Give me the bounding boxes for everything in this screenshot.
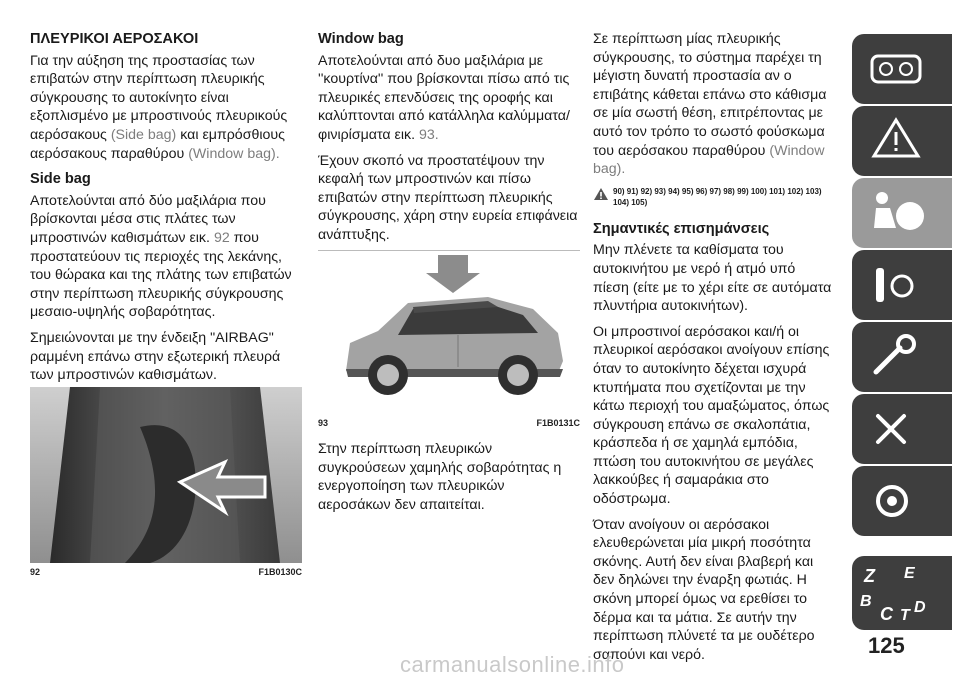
tab-starting[interactable] [852,250,952,320]
window-bag-paragraph-3: Στην περίπτωση πλευρικών συγκρούσεων χαμηλής σοβαρότητας η ενεργοποίηση των πλευρικών αεροσάκων δεν απαιτείται. [318,441,562,513]
tab-lights[interactable] [852,106,952,176]
figure-code: F1B0130C [258,567,302,577]
subheading-side-bag: Side bag [30,171,91,188]
subheading-window-bag: Window bag [318,31,404,47]
car-illustration [318,251,580,411]
seat-illustration [30,387,302,563]
watermark: carmanualsonline.info [400,652,625,677]
dashboard-icon [852,34,952,104]
note-paragraph-3: Όταν ανοίγουν οι αερόσακοι ελευθερώνεται μία μικρή ποσότητα σκόνης. Αυτή δεν είναι βλαβερή και δεν δηλώνει την έναρξη φωτιάς. Η σκόνη μπορεί όμως να ερεθίσει το δέρμα και τα μάτια. Σε αυτήν την περίπτωση πλύνετέ τα με ουδέτερο σαπούνι και νερό. [593,516,815,663]
figure-number: 93 [318,418,329,428]
note-paragraph-2: Οι μπροστινοί αερόσακοι και/ή οι πλευρικοί αερόσακοι ανοίγουν επίσης όταν το αυτοκίνητο δέχεται ισχυρά κτυπήματα που σχετίζονται με την κάτω περιοχή του αμαξώματος, όπως σύγκρουση επάνω σε σκαλοπάτια, κράσπεδα ή σε χαμηλά εμπόδια, πτώση του αυτοκινήτου σε μεγάλες λακκούβες ή σαμαράκια στο οδόστρωμα. [593,323,830,508]
note-paragraph-1: Μην πλένετε τα καθίσματα του αυτοκινήτου με νερό ή ατμό υπό πίεση (είτε με το χέρι είτε σε αυτόματα πλυντήρια αυτοκινήτων). [593,242,832,315]
svg-text:T: T [900,607,910,624]
figure-92-caption [30,567,302,577]
fig-ref-93: 93. [418,126,439,143]
wrench-icon [852,322,952,392]
figure-92-seat-side-bag [30,387,302,563]
column-2-lower [318,440,580,521]
column-2 [318,30,580,252]
window-bag-paragraph-2: Έχουν σκοπό να προστατέψουν την κεφαλή των μπροστινών και πίσω επιβατών στην περίπτωση πλευρικής σύγκρουσης, χάρη στην ευρεία επιφάνεια ανάπτυξης. [318,152,578,243]
subheading-important-notes: Σημαντικές επισημάνσεις [593,220,770,237]
alphabet-index-icon [852,556,952,630]
figure-number: 92 [30,567,41,577]
tools-icon [852,394,952,464]
svg-text:Z: Z [864,566,875,586]
ref-window-bag: (Window bag). [593,142,825,178]
warning-triangle-icon [593,187,609,201]
tab-dashboard[interactable] [852,34,952,104]
window-bag-protection-paragraph: Σε περίπτωση μίας πλευρικής σύγκρουσης, το σύστημα παρέχει τη μέγιστη δυνατή προστασία αν ο επιβάτης κάθεται επάνω στο κάθισμα σε μία σωστή θέση, επιτρέποντας με αυτό τον τρόπο το σωστό φούσκωμα του αερόσακου παραθύρου (Window bag). [593,31,827,178]
svg-text:C: C [880,604,893,624]
key-icon [852,250,952,320]
ref-window-bag: (Window bag). [188,145,280,162]
ref-side-bag: (Side bag) [110,126,177,143]
figure-93-caption [318,418,580,428]
side-bag-paragraph-2: Σημειώνονται με την ένδειξη "AIRBAG" ραμμένη επάνω στην εξωτερική πλευρά των μπροστινών καθισμάτων. [30,329,281,384]
window-bag-paragraph-1: Αποτελούνται από δυο μαξιλάρια με ''κουρτίνα'' που βρίσκονται πίσω από τις πλευρικές επενδύσεις της οροφής και καλύπτονται από κατάλληλα καλύμματα/φινιρίσματα εικ. 93. [318,52,570,143]
tab-emergency[interactable] [852,322,952,392]
page-number: 125 [868,633,905,658]
figure-93-car-window-bag [318,250,580,411]
section-heading-side-airbags: ΠΛΕΥΡΙΚΟΙ ΑΕΡΟΣΑΚΟΙ [30,31,199,47]
tab-technical-data[interactable] [852,466,952,536]
tab-maintenance[interactable] [852,394,952,464]
side-bag-paragraph-1: Αποτελούνται από δύο μαξιλάρια που βρίσκονται μέσα στις πλάτες των μπροστινών καθισμάτων εικ. 92 που προστατεύουν τις περιοχές της λεκάνης, του θώρακα και της πλάτης των επιβατών στην περίπτωση πλευρικής σύγκρουσης μεσαιο-υψηλής σοβαρότητας. [30,192,292,321]
warning-light-icon [852,106,952,176]
figure-code: F1B0131C [536,418,580,428]
warning-references: 90) 91) 92) 93) 94) 95) 96) 97) 98) 99) 100) 101) 102) 103) 104) 105) [593,186,833,208]
column-1 [30,30,302,392]
svg-text:D: D [914,599,926,616]
airbag-seat-icon [852,178,952,248]
gear-icon [852,466,952,536]
tab-index[interactable] [852,556,952,630]
intro-paragraph: Για την αύξηση της προστασίας των επιβατών στην περίπτωση πλευρικής σύγκρουσης το αυτοκίνητο είναι εξοπλισμένο με μπροστινούς πλευρικούς αερόσακους (Side bag) και εμπρόσθιους αερόσακους παραθύρου (Window bag). [30,52,288,162]
svg-text:B: B [860,593,872,610]
svg-text:E: E [904,565,915,582]
column-3 [593,30,833,671]
tab-safety[interactable] [852,178,952,248]
fig-ref-92: 92 [213,229,230,246]
